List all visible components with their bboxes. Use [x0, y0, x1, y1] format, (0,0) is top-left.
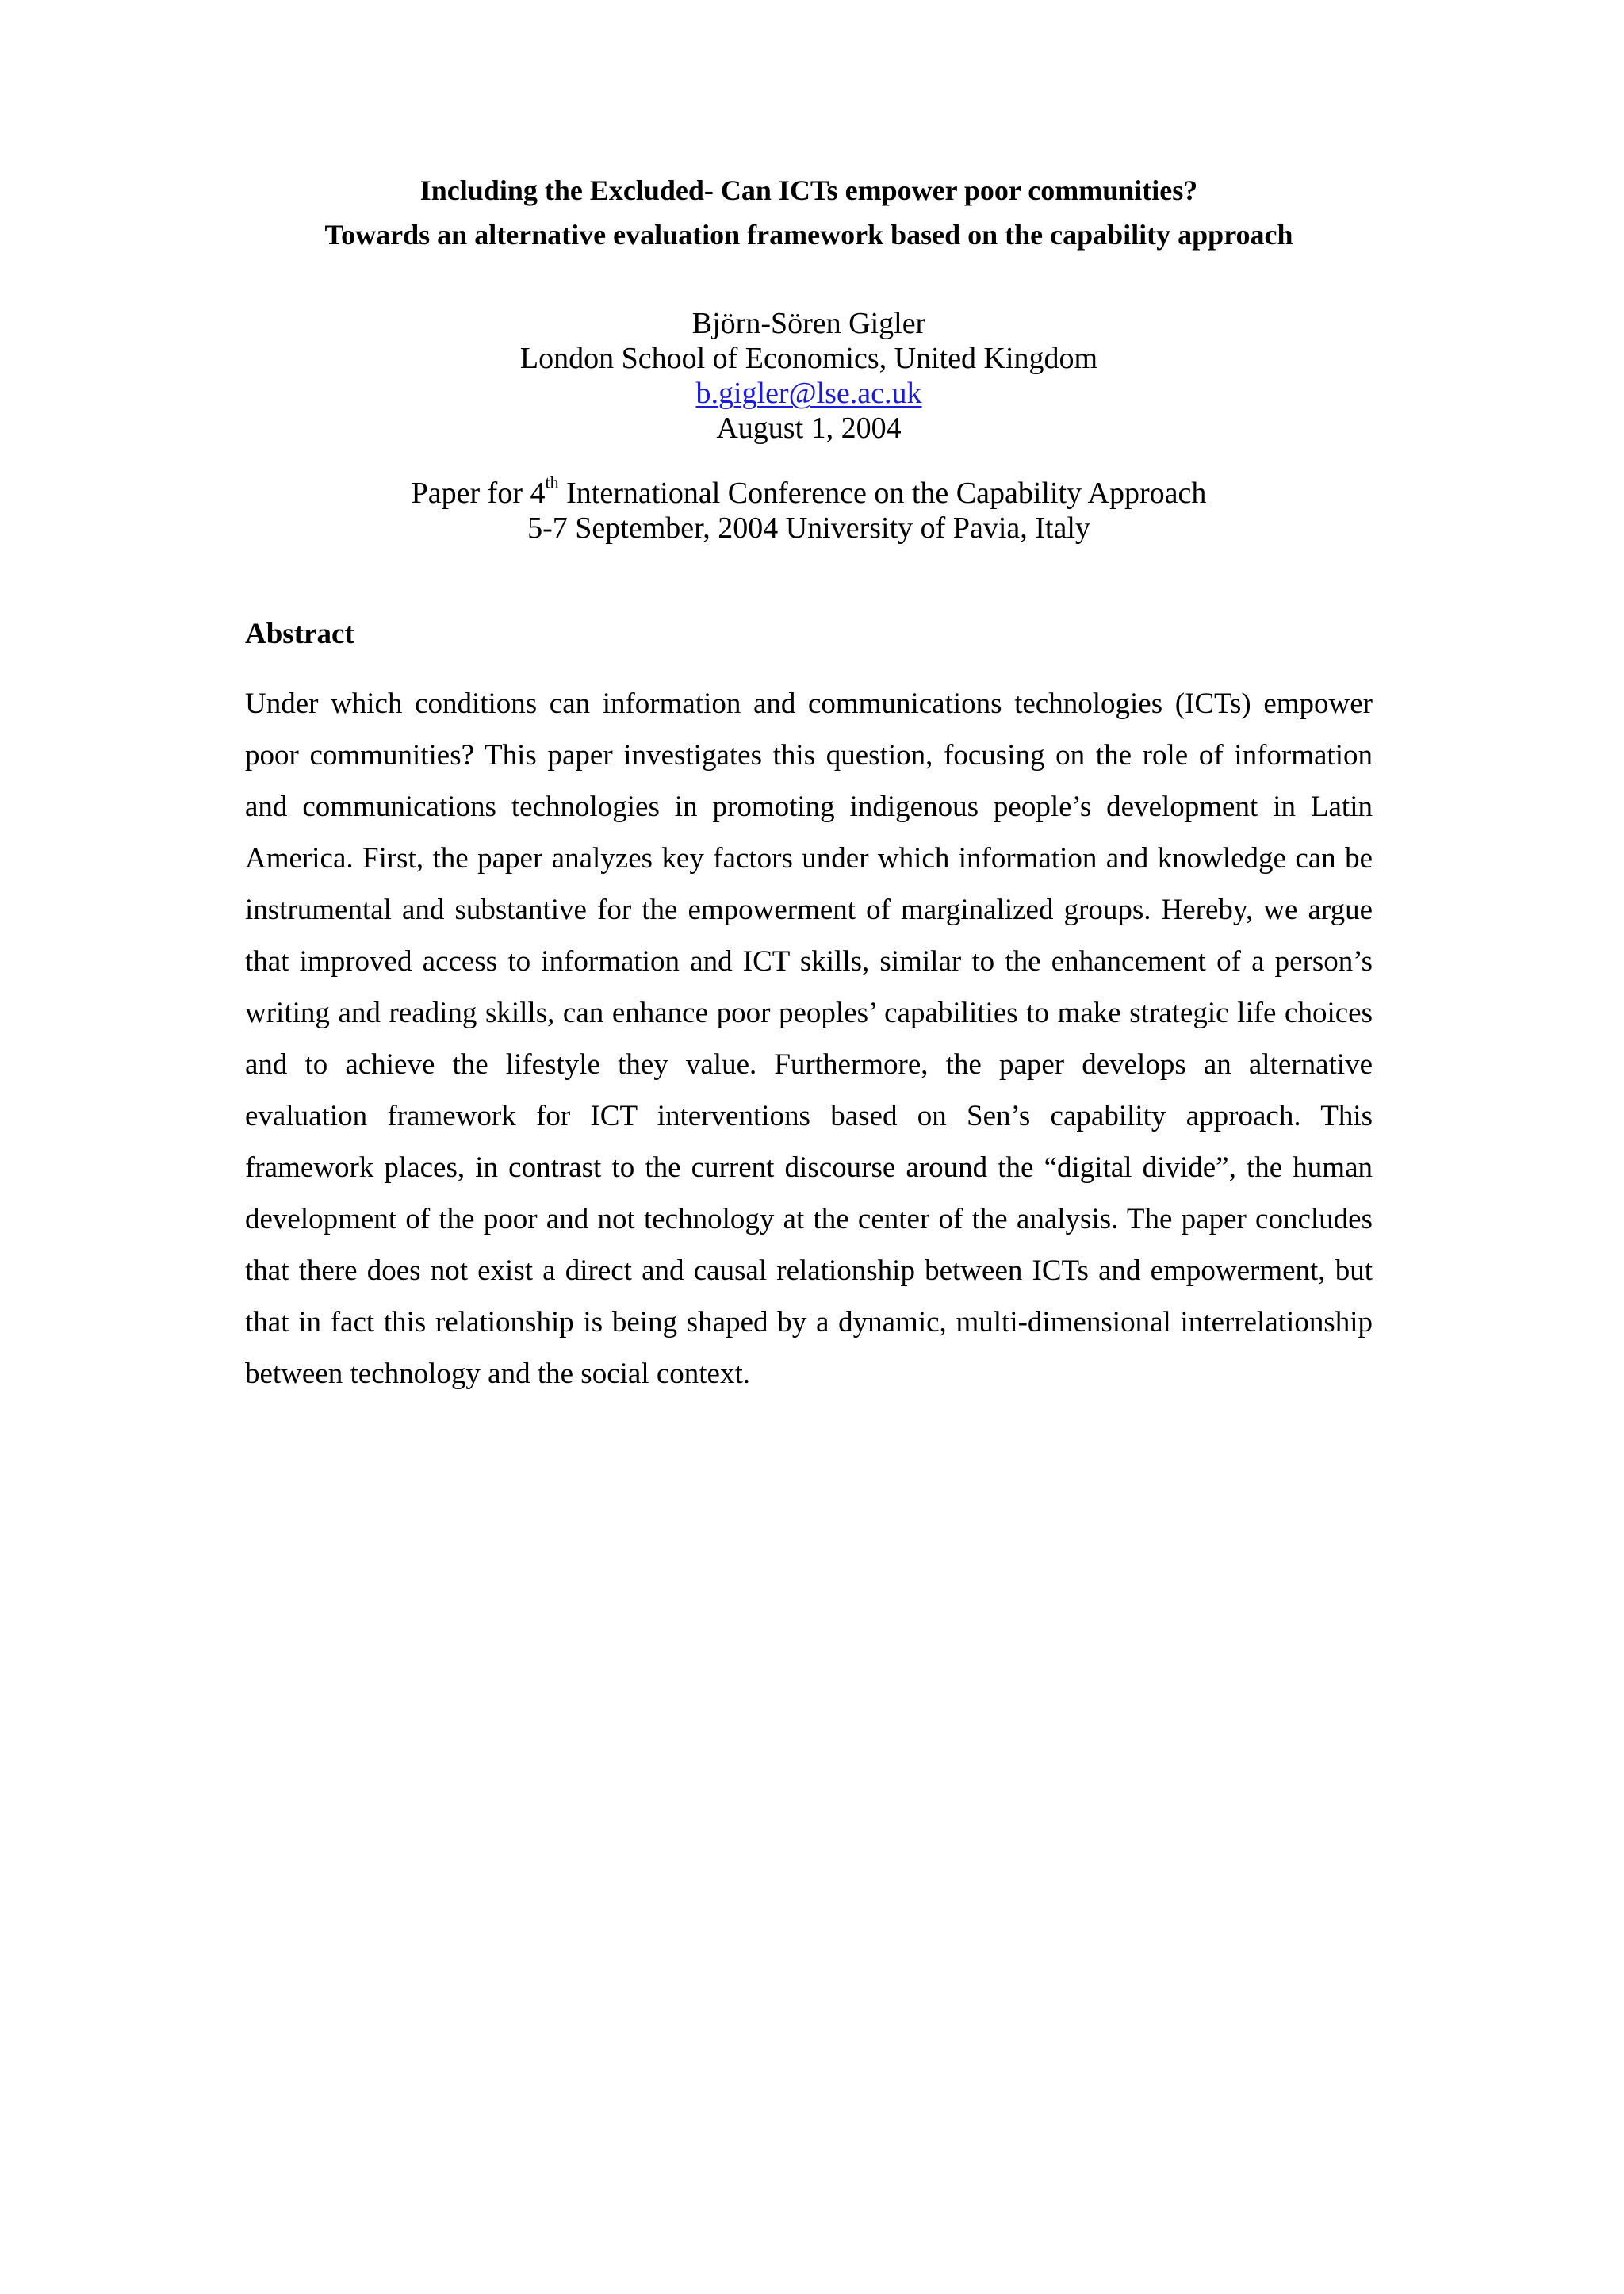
abstract-text: Under which conditions can information and communications technologies (ICTs) empower poor communities? This paper investigates this question, focusing on the role of information and communications technologies in promoting indigenous people’s development in Latin America. First, the paper analyzes key factors under which information and knowledge can be instrumental and substantive for the empowerment of marginalized groups. Hereby, we argue that improved access to information and ICT skills, similar to the enhancement of a person’s writing and reading skills, can enhance poor peoples’ capabilities to make strategic life choices and to achieve the lifestyle they value. Furthermore, the paper develops an alternative evaluation framework for ICT interventions based on Sen’s capability approach. This framework places, in contrast to the current discourse around the “digital divide”, the human development of the poor and not technology at the center of the analysis. The paper concludes that there does not exist a direct and causal relationship between ICTs and empowerment, but that in fact this relationship is being shaped by a dynamic, multi-dimensional interrelationship between technology and the social context.	[245, 687, 1373, 1390]
title-line-2: Towards an alternative evaluation framework based on the capability approach	[324, 219, 1293, 251]
conference-prefix: Paper for 4	[411, 477, 546, 510]
author-email-link[interactable]: b.gigler@lse.ac.uk	[695, 377, 922, 410]
conference-suffix: International Conference on the Capability Approach	[558, 477, 1207, 510]
author-affiliation: London School of Economics, United Kingdom	[519, 342, 1098, 375]
paper-date: August 1, 2004	[716, 412, 902, 445]
conference-line-2: 5-7 September, 2004 University of Pavia, Italy	[527, 511, 1090, 545]
conference-info	[159, 472, 1459, 546]
author-block	[159, 306, 1459, 446]
conference-ordinal: th	[545, 472, 559, 492]
abstract-heading: Abstract	[245, 618, 354, 650]
title-line-1: Including the Excluded- Can ICTs empower poor communities?	[419, 174, 1198, 206]
paper-title	[159, 168, 1459, 257]
conference-line-1	[159, 472, 1459, 511]
author-name: Björn-Sören Gigler	[691, 307, 926, 340]
email-line	[159, 376, 1459, 411]
